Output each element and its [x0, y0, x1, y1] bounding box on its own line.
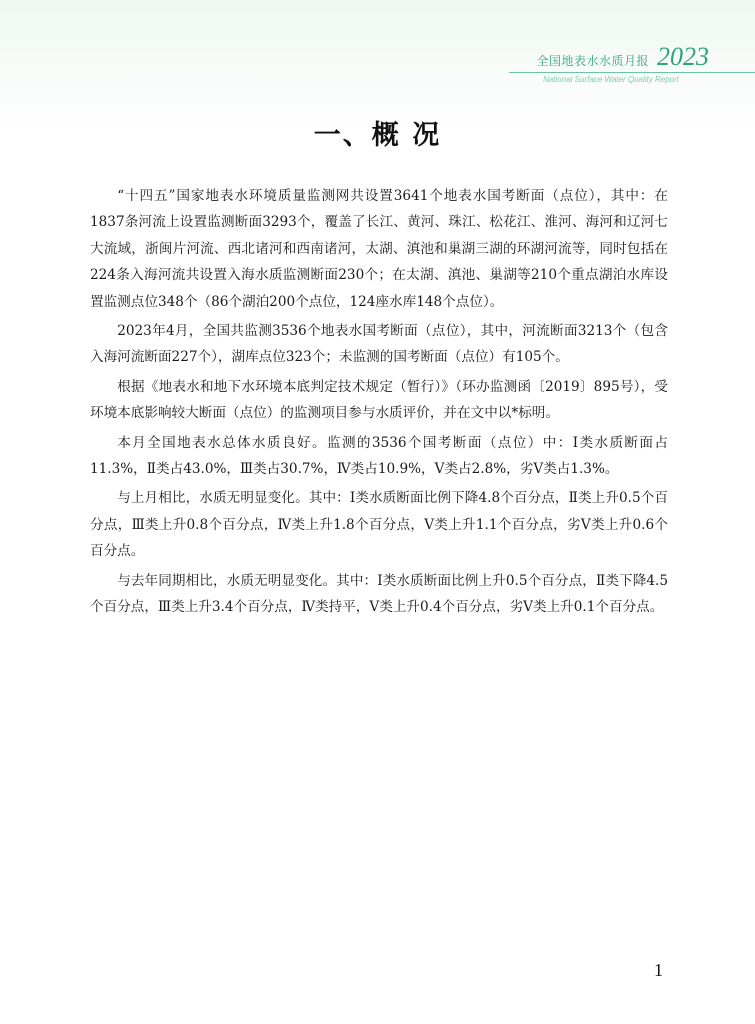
- header-title-row: [536, 44, 709, 70]
- report-year: 2023: [657, 42, 709, 71]
- paragraph-overall-quality: 本月全国地表水总体水质良好。监测的3536个国考断面（点位）中：Ⅰ类水质断面占11.3%，Ⅱ类占43.0%，Ⅲ类占30.7%，Ⅳ类占10.9%，Ⅴ类占2.8%，劣Ⅴ类占1.3%。: [90, 434, 668, 478]
- paragraph-monitoring-network: “十四五”国家地表水环境质量监测网共设置3641个地表水国考断面（点位），其中：在1837条河流上设置监测断面3293个，覆盖了长江、黄河、珠江、松花江、淮河、海河和辽河七大流域，浙闽片河流、西北诸河和西南诸河，太湖、滇池和巢湖三湖的环湖河流等，同时包括在224条入海河流共设置入海水质监测断面230个；在太湖、滇池、巢湖等210个重点湖泊水库设置监测点位348个（86个湖泊200个点位，124座水库148个点位）。: [90, 188, 668, 310]
- report-title-cn: 全国地表水水质月报: [536, 54, 649, 68]
- paragraph-april-monitoring: 2023年4月，全国共监测3536个地表水国考断面（点位），其中，河流断面3213个（包含入海河流断面227个），湖库点位323个；未监测的国考断面（点位）有105个。: [90, 323, 668, 366]
- report-header: [499, 44, 709, 94]
- header-divider: [509, 72, 755, 73]
- paragraph-year-comparison: 与去年同期相比，水质无明显变化。其中：Ⅰ类水质断面比例上升0.5个百分点，Ⅱ类下降4.5个百分点，Ⅲ类上升3.4个百分点，Ⅳ类持平，Ⅴ类上升0.4个百分点，劣Ⅴ类上升0.1个百分点。: [90, 572, 668, 616]
- page-number: 1: [654, 960, 663, 980]
- report-title-en: National Surface Water Quality Report: [543, 75, 679, 84]
- paragraph-background-rules: 根据《地表水和地下水环境本底判定技术规定（暂行）》（环办监测函〔2019〕895号），受环境本底影响较大断面（点位）的监测项目参与水质评价，并在文中以*标明。: [90, 378, 668, 422]
- page-title: 一、概 况: [313, 120, 442, 151]
- paragraph-month-comparison: 与上月相比，水质无明显变化。其中：Ⅰ类水质断面比例下降4.8个百分点，Ⅱ类上升0.5个百分点，Ⅲ类上升0.8个百分点，Ⅳ类上升1.8个百分点，Ⅴ类上升1.1个百分点，劣Ⅴ类上升0.6个百分点。: [90, 490, 668, 560]
- body-text: [90, 183, 668, 624]
